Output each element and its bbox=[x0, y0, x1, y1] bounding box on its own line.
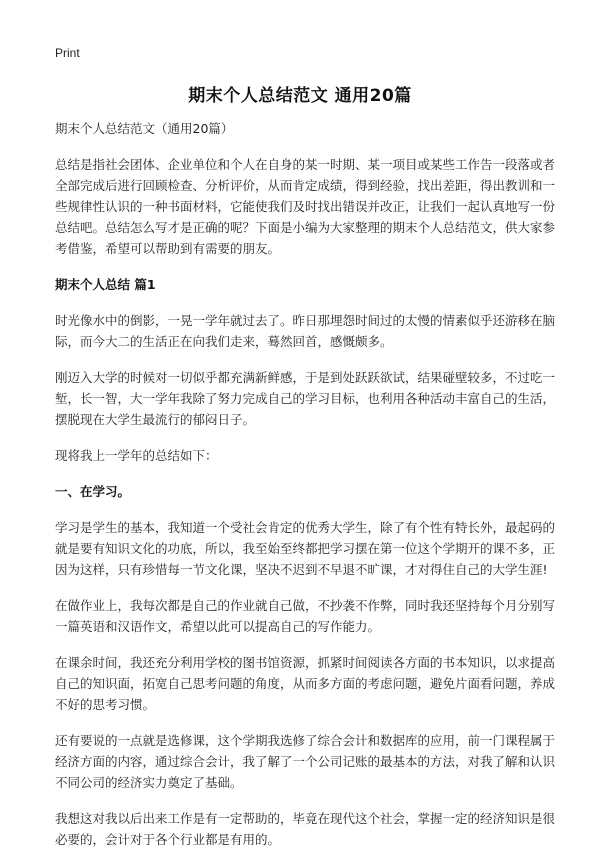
page-title: 期末个人总结范文 通用20篇 bbox=[188, 86, 412, 106]
section-heading: 期末个人总结 篇1 bbox=[55, 277, 156, 292]
intro-paragraph: 总结是指社会团体、企业单位和个人在自身的某一时期、某一项目或某些工作告一段落或者全部完成后进行回顾检查、分析评价，从而肯定成绩，得到经验，找出差距，得出教训和一些规律性认识的一种书面材料，它能使我们及时找出错误并改正，让我们一起认真地写一份总结吧。总结怎么写才是正确的呢？下面是小编为大家整理的期末个人总结范文，供大家参考借鉴，希望可以帮助到有需要的朋友。 bbox=[55, 157, 556, 256]
paragraph: 在做作业上，我每次都是自己的作业就自己做，不抄袭不作弊，同时我还坚持每个月分别写一篇英语和汉语作文，希望以此可以提高自己的写作能力。 bbox=[55, 598, 556, 634]
paragraph: 现将我上一学年的总结如下： bbox=[55, 448, 218, 463]
paragraph: 时光像水中的倒影，一晃一学年就过去了。昨日那埋怨时间过的太慢的情素似乎还游移在脑际，而今大二的生活正在向我们走来，蓦然回首，感慨颇多。 bbox=[55, 313, 556, 349]
paragraph: 还有要说的一点就是选修课，这个学期我选修了综合会计和数据库的应用，前一门课程属于经济方面的内容，通过综合会计，我了解了一个公司记账的最基本的方法，对我了解和认识不同公司的经济实力奠定了基础。 bbox=[55, 733, 556, 790]
document-subtitle: 期末个人总结范文（通用20篇） bbox=[55, 121, 234, 136]
paragraph: 刚迈入大学的时候对一切似乎都充满新鲜感，于是到处跃跃欲试，结果碰壁较多，不过吃一堑，长一智，大一学年我除了努力完成自己的学习目标，也利用各种活动丰富自己的生活，摆脱现在大学生最流行的郁闷日子。 bbox=[55, 370, 556, 427]
paragraph: 学习是学生的基本，我知道一个受社会肯定的优秀大学生，除了有个性有特长外，最起码的就是要有知识文化的功底，所以，我至始至终都把学习摆在第一位这个学期开的课不多，正因为这样，只有珍惜每一节文化课，坚决不迟到不早退不旷课，才对得住自己的大学生涯! bbox=[55, 520, 556, 577]
paragraph: 在课余时间，我还充分利用学校的图书馆资源，抓紧时间阅读各方面的书本知识，以求提高自己的知识面，拓宽自己思考问题的角度，从而多方面的考虑问题，避免片面看问题，养成不好的思考习惯。 bbox=[55, 655, 556, 712]
print-label[interactable]: Print bbox=[55, 46, 80, 60]
paragraph: 我想这对我以后出来工作是有一定帮助的，毕竟在现代这个社会，掌握一定的经济知识是很必要的，会计对于各个行业都是有用的。 bbox=[55, 811, 556, 847]
document-body bbox=[55, 118, 555, 865]
subsection-heading: 一、在学习。 bbox=[55, 484, 131, 499]
